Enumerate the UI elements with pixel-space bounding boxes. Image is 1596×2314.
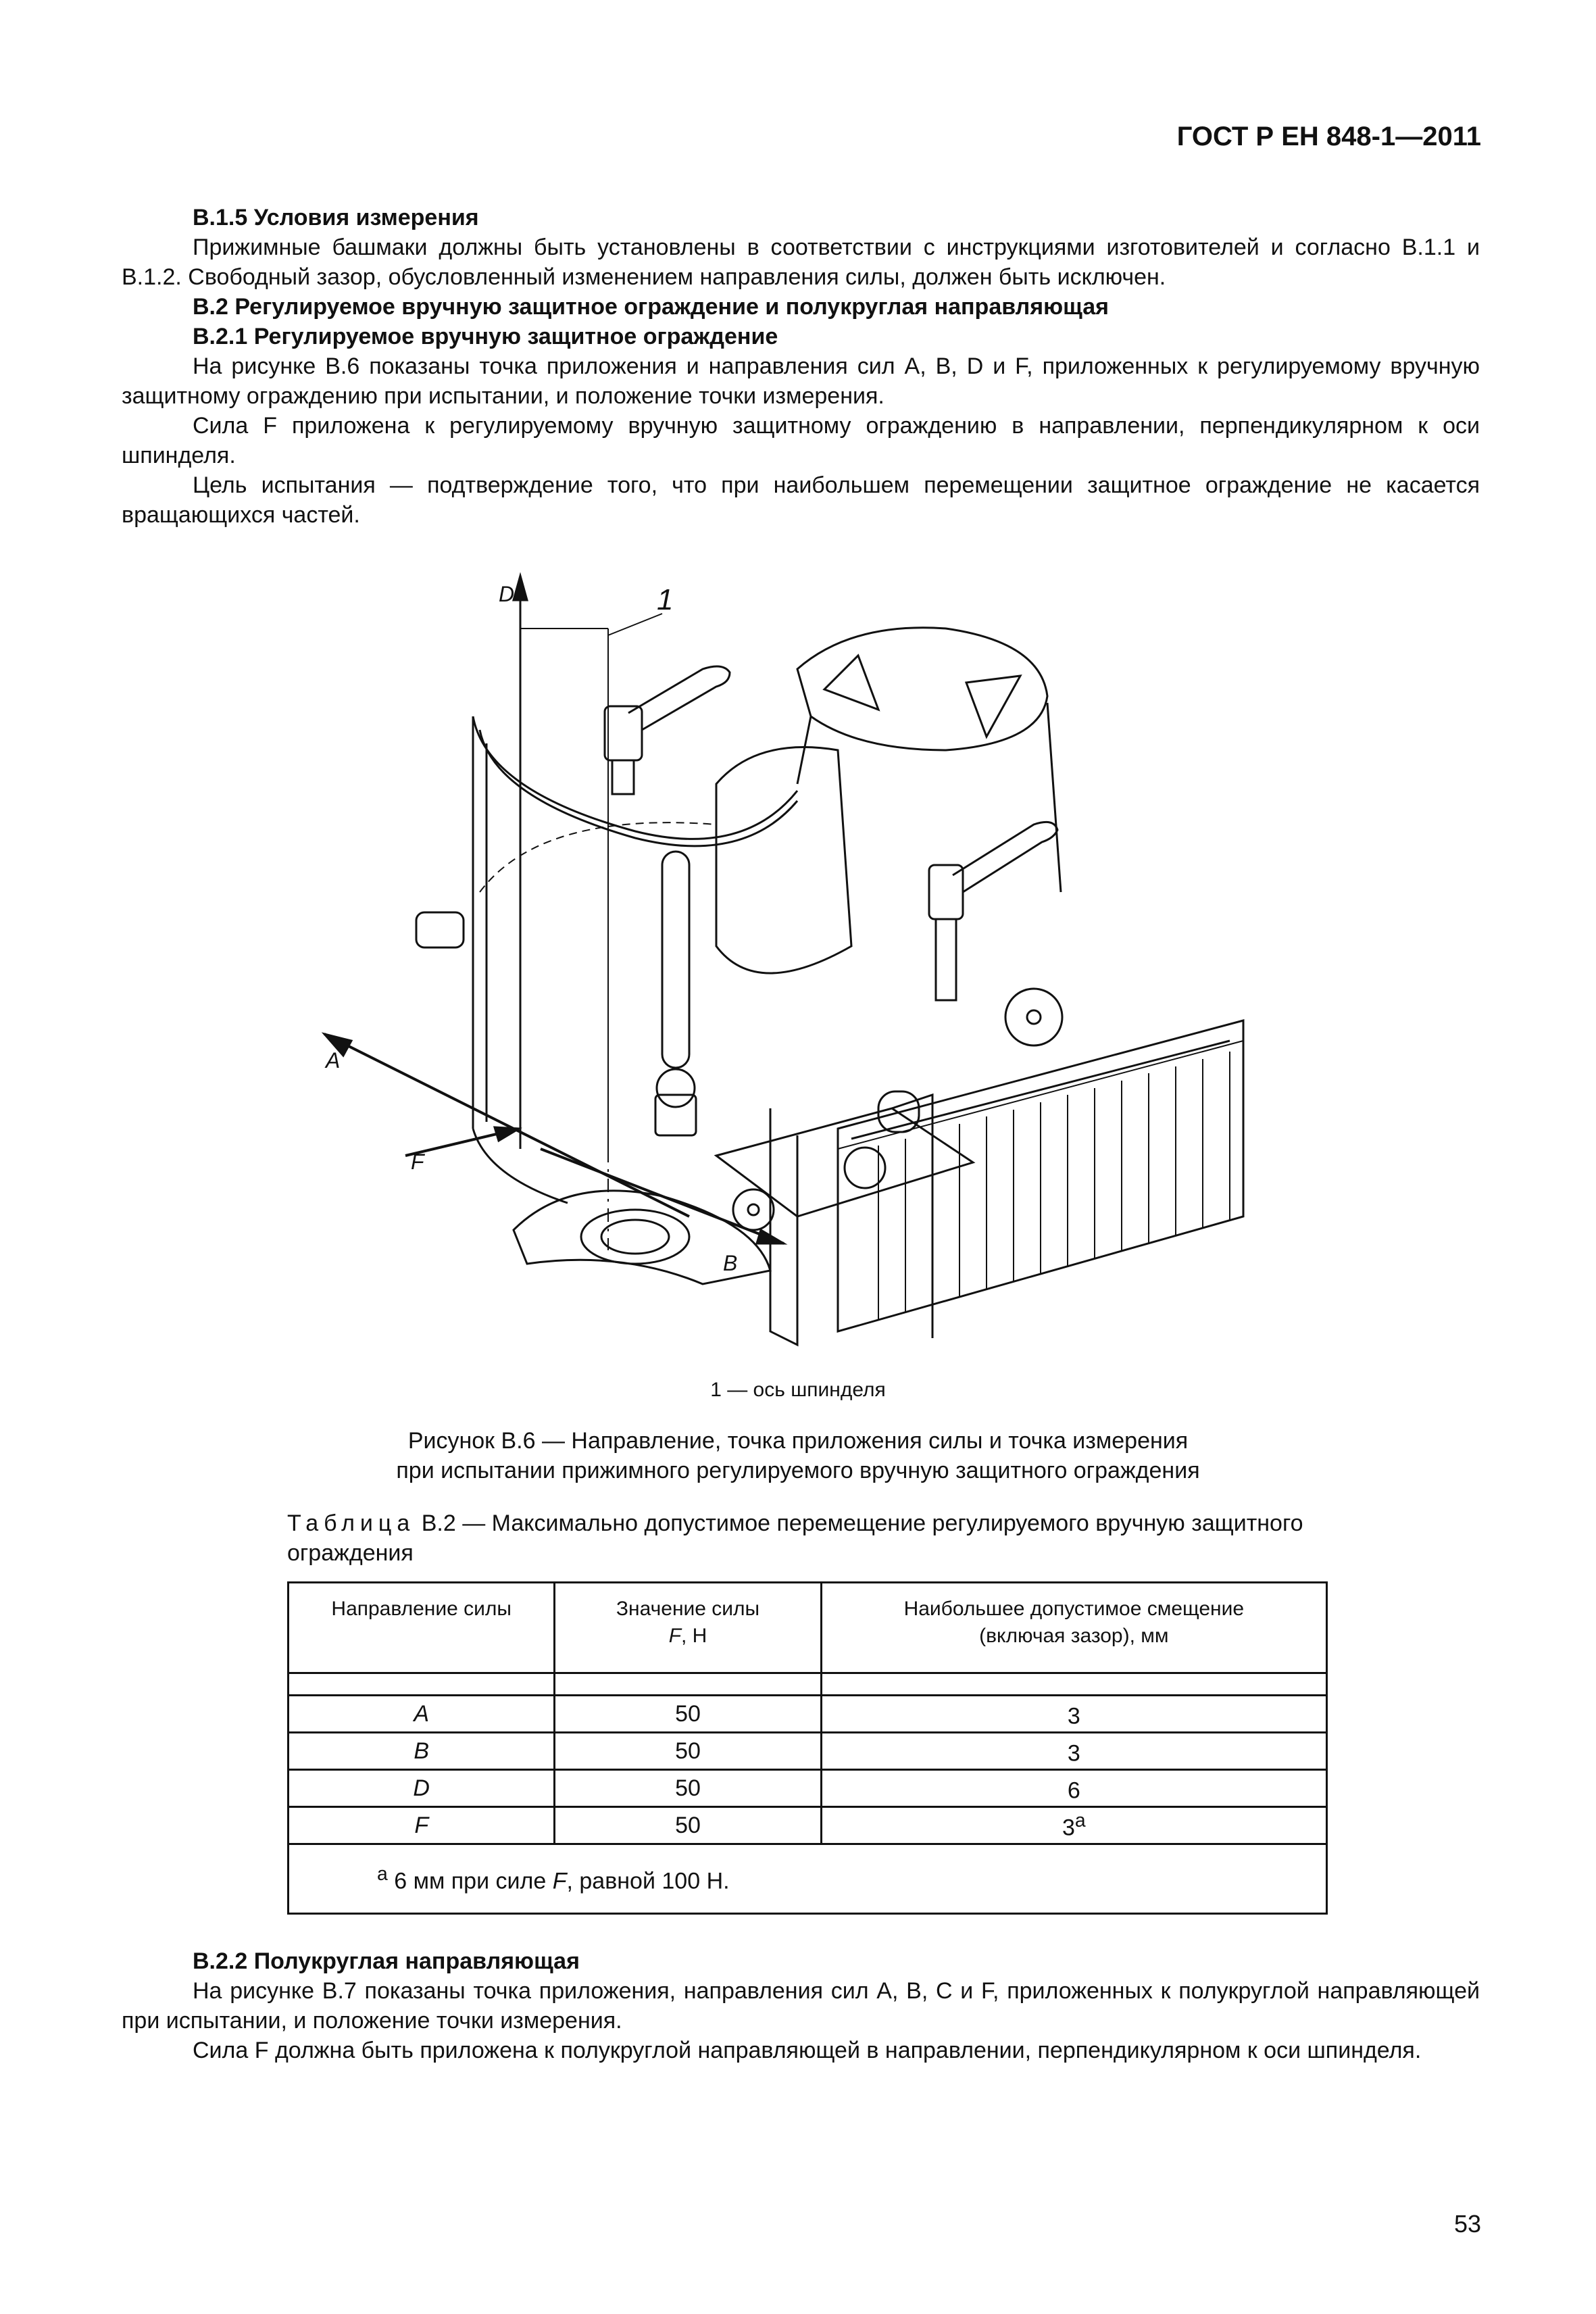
table-header-row xyxy=(289,1583,1327,1673)
document-header: ГОСТ Р ЕН 848-1—2011 xyxy=(1176,122,1481,151)
header-value xyxy=(555,1583,821,1673)
cell-max xyxy=(821,1807,1326,1844)
label-f: F xyxy=(411,1150,424,1174)
header-value-line1: Значение силы xyxy=(616,1598,760,1620)
header-value-unit: , Н xyxy=(681,1625,707,1647)
footnote-var: F xyxy=(552,1868,567,1894)
cell-max-value: 3 xyxy=(1067,1740,1080,1767)
paragraph-b21-1: На рисунке В.6 показаны точка приложения и направления сил A, B, D и F, приложенных к регулируемому вручную защитному ограждению при испытании, и положение точки измерения. xyxy=(122,353,1480,409)
header-max xyxy=(821,1583,1326,1673)
table-caption-rest: В.2 — Максимально допустимое перемещение регулируемого вручную защитного ограждения xyxy=(287,1510,1303,1566)
caption-line-2: при испытании прижимного регулируемого вручную защитного ограждения xyxy=(396,1458,1200,1483)
cell-max xyxy=(821,1770,1326,1807)
section-b22 xyxy=(122,1946,1480,2065)
table-footnote xyxy=(289,1844,1327,1914)
figure-legend: 1 — ось шпинделя xyxy=(710,1379,886,1401)
cell-direction: B xyxy=(289,1733,555,1770)
header-direction: Направление силы xyxy=(289,1583,555,1673)
caption-line-1: Рисунок В.6 — Направление, точка приложения силы и точка измерения xyxy=(407,1428,1189,1454)
cell-max-value: 3 xyxy=(1067,1703,1080,1729)
header-max-line2: (включая зазор), мм xyxy=(979,1625,1169,1647)
header-value-var: F xyxy=(668,1625,682,1647)
paragraph-b22-2: Сила F должна быть приложена к полукруглой направляющей в направлении, перпендикулярном к оси шпинделя. xyxy=(193,2038,1422,2063)
table-caption-prefix: Таблица xyxy=(287,1510,416,1536)
cell-force: 50 xyxy=(555,1733,821,1770)
paragraph-b15: Прижимные башмаки должны быть установлены в соответствии с инструкциями изготовителей и согласно В.1.1 и В.1.2. Свободный зазор, обусловленный изменением направления силы, должен быть исключен. xyxy=(122,235,1480,290)
table-footnote-row xyxy=(289,1844,1327,1914)
table-row xyxy=(289,1696,1327,1733)
heading-b22: В.2.2 Полукруглая направляющая xyxy=(193,1948,580,1974)
section-b15 xyxy=(122,203,1480,530)
label-d: D xyxy=(499,582,515,606)
label-1: 1 xyxy=(657,583,674,616)
cell-max xyxy=(821,1696,1326,1733)
cell-direction: F xyxy=(289,1807,555,1844)
heading-b15: В.1.5 Условия измерения xyxy=(193,205,479,230)
cell-force: 50 xyxy=(555,1770,821,1807)
table-spacer-row xyxy=(289,1673,1327,1696)
cell-force: 50 xyxy=(555,1696,821,1733)
paragraph-b21-2: Сила F приложена к регулируемому вручную защитному ограждению в направлении, перпендикулярном к оси шпинделя. xyxy=(122,413,1480,468)
paragraph-b21-3: Цель испытания — подтверждение того, что при наибольшем перемещении защитное ограждение не касается вращающихся частей. xyxy=(122,472,1480,528)
header-max-line1: Наибольшее допустимое смещение xyxy=(903,1598,1245,1620)
cell-direction: D xyxy=(289,1770,555,1807)
table-row xyxy=(289,1807,1327,1844)
footnote-text-a: 6 мм при силе xyxy=(387,1868,553,1894)
figure-caption xyxy=(0,1426,1596,1485)
table-b2 xyxy=(287,1581,1328,1915)
cell-direction: A xyxy=(289,1696,555,1733)
table-row xyxy=(289,1770,1327,1807)
figure-b6-drawing xyxy=(284,568,1270,1385)
cell-max-value: 6 xyxy=(1067,1777,1080,1804)
table-caption xyxy=(287,1508,1328,1568)
cell-max xyxy=(821,1733,1326,1770)
heading-b2: В.2 Регулируемое вручную защитное ограждение и полукруглая направляющая xyxy=(193,294,1109,320)
paragraph-b22-1: На рисунке В.7 показаны точка приложения, направления сил A, B, C и F, приложенных к полукруглой направляющей при испытании, и положение точки измерения. xyxy=(122,1978,1480,2034)
label-b: B xyxy=(723,1251,738,1275)
footnote-text-b: , равной 100 Н. xyxy=(566,1868,730,1894)
cell-max-sup: а xyxy=(1074,1809,1086,1831)
table-row xyxy=(289,1733,1327,1770)
heading-b21: В.2.1 Регулируемое вручную защитное ограждение xyxy=(193,324,778,349)
page-number: 53 xyxy=(1453,2210,1481,2238)
footnote-sup: а xyxy=(377,1863,388,1885)
cell-max-value: 3 xyxy=(1062,1815,1075,1841)
cell-force: 50 xyxy=(555,1807,821,1844)
label-a: A xyxy=(326,1048,341,1073)
